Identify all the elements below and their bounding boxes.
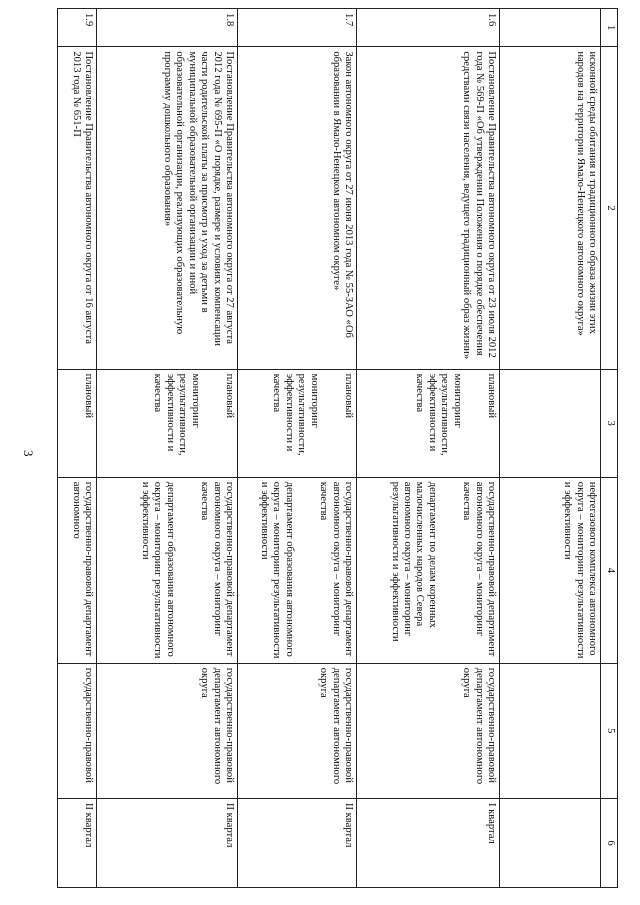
column-header: 1 [601, 9, 618, 47]
responsible-dept: государственно-правовой [58, 663, 97, 798]
legal-act: Постановление Правительства автономного округа от 16 августа 2013 года № 651-П [58, 47, 97, 369]
legal-act: Постановление Правительства автономного округа от 27 августа 2012 года № 695-П «О порядке, размере и условиях компенсации части родительской платы за присмотр и уход за детьми в муниципальной образовательной организации и иной образовательной организации, реализующих образовательную программу дошкольного образования» [97, 47, 238, 369]
monitoring-type: плановый мониторинг результативности, эффективности и качества [238, 369, 357, 477]
monitoring-type: плановый мониторинг результативности, эффективности и качества [97, 369, 238, 477]
row-number: 1.6 [357, 9, 500, 47]
monitoring-type [500, 369, 601, 477]
responsible-dept: государственно-правовой департамент автономного округа [238, 663, 357, 798]
executors: нефтегазового комплекса автономного округа – мониторинг результативности и эффективности [500, 477, 601, 663]
legal-act: исконной среды обитания и традиционного образа жизни этих народов на территории Ямало-Ненецкого автономного округа» [500, 47, 601, 369]
column-header: 3 [601, 369, 618, 477]
monitoring-type: плановый [58, 369, 97, 477]
table-row [58, 9, 97, 888]
executors: государственно-правовой департамент автономного округа – мониторинг качества департамент образования автономного округа – мониторинг результативности и эффективности [97, 477, 238, 663]
legal-act: Постановление Правительства автономного округа от 23 июля 2012 года № 569-П «Об утверждении Положения о порядке обеспечения средствами связи населения, ведущего традиционный образ жизни» [357, 47, 500, 369]
table-row [238, 9, 357, 888]
page-number: 3 [21, 450, 36, 457]
period [500, 798, 601, 887]
row-number: 1.7 [238, 9, 357, 47]
table-row [500, 9, 601, 888]
responsible-dept: государственно-правовой департамент автономного округа [357, 663, 500, 798]
period: II квартал [58, 798, 97, 887]
row-number: 1.8 [97, 9, 238, 47]
column-header: 5 [601, 663, 618, 798]
period: II квартал [97, 798, 238, 887]
responsible-dept: государственно-правовой департамент автономного округа [97, 663, 238, 798]
monitoring-type: плановый мониторинг результативности, эффективности и качества [357, 369, 500, 477]
period: I квартал [357, 798, 500, 887]
rotated-page [58, 8, 618, 888]
header-row [601, 9, 618, 888]
responsible-dept [500, 663, 601, 798]
legal-act: Закон автономного округа от 27 июня 2013 года № 55-ЗАО «Об образовании в Ямало-Ненецком автономном округе» [238, 47, 357, 369]
column-header: 6 [601, 798, 618, 887]
column-header: 2 [601, 47, 618, 369]
column-header: 4 [601, 477, 618, 663]
period: II квартал [238, 798, 357, 887]
table-row [357, 9, 500, 888]
executors: государственно-правовой департамент автономного округа – мониторинг качества департамент по делам коренных малочисленных народов Севера автономного округа – мониторинг результативности и эффективности [357, 477, 500, 663]
row-number: 1.9 [58, 9, 97, 47]
executors: государственно-правовой департамент автономного округа – мониторинг качества департамент образования автономного округа – мониторинг результативности и эффективности [238, 477, 357, 663]
monitoring-plan-table [57, 8, 618, 888]
row-number [500, 9, 601, 47]
table-row [97, 9, 238, 888]
executors: государственно-правовой департамент автономного [58, 477, 97, 663]
